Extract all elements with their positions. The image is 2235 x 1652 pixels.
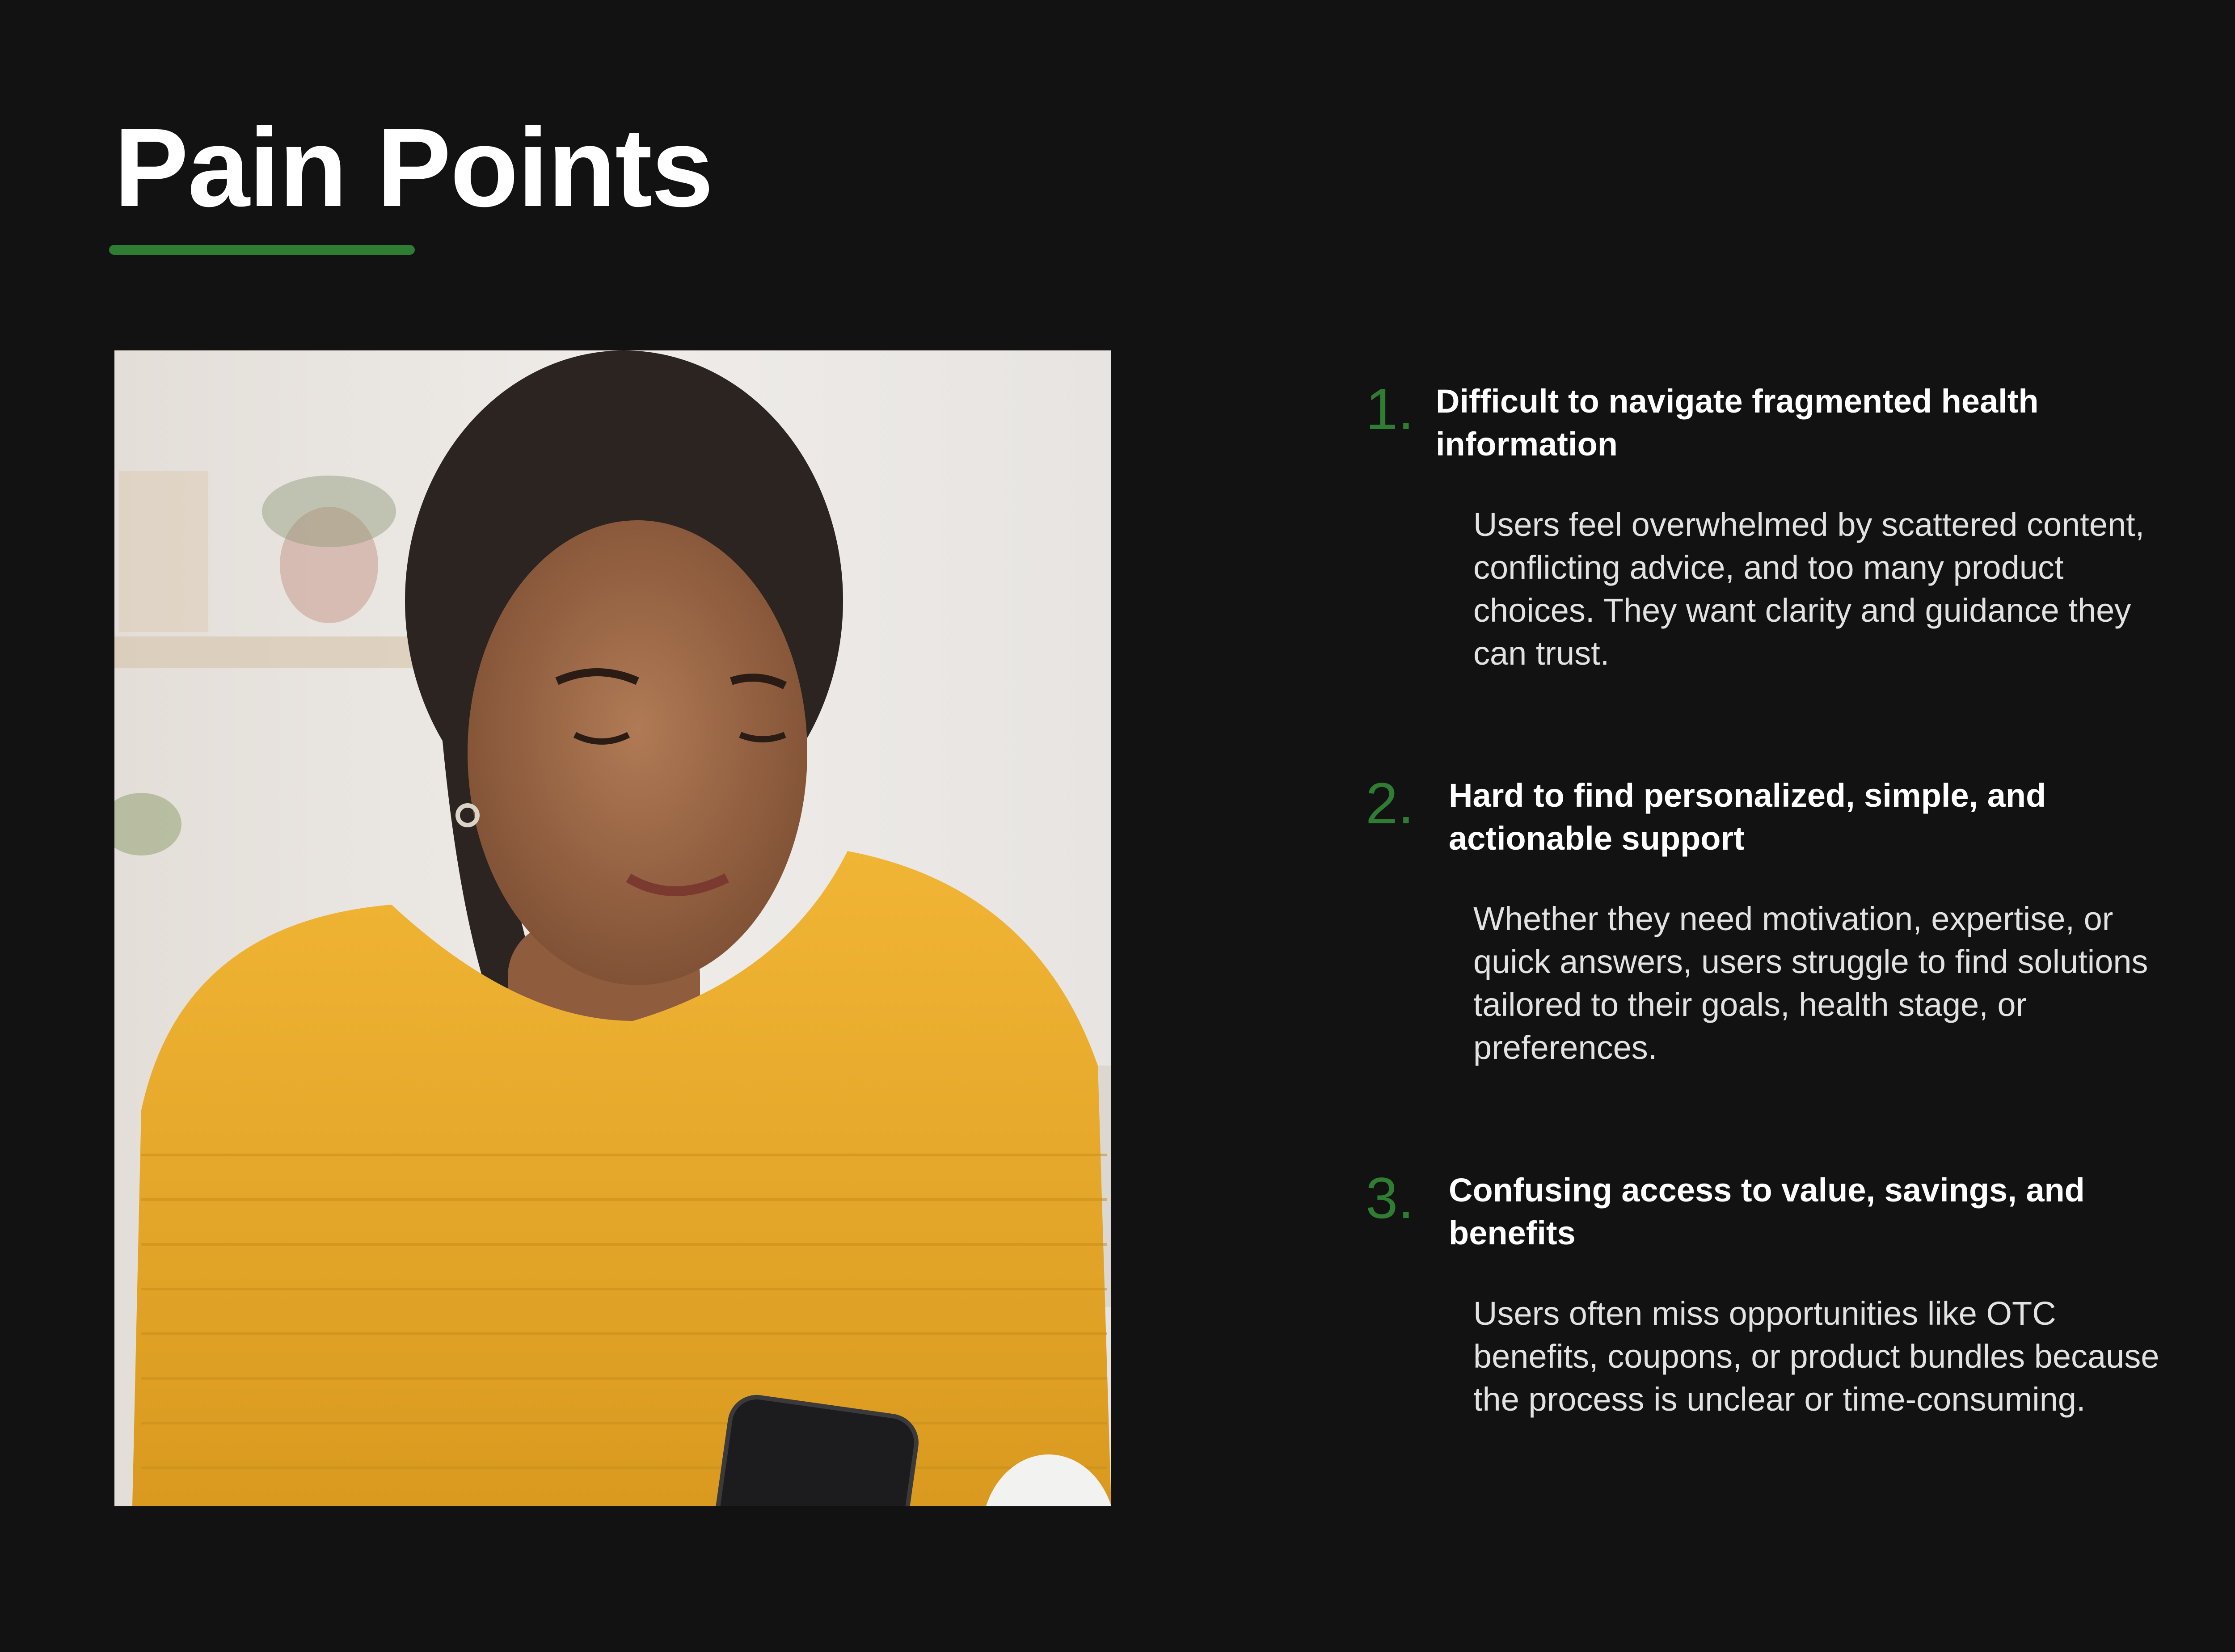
pain-point-heading: Difficult to navigate fragmented health information bbox=[1436, 383, 2039, 463]
pain-point-description: Users often miss opportunities like OTC benefits, coupons, or product bundles because the process is unclear or time-consuming. bbox=[1473, 1295, 2159, 1418]
pain-point-heading: Hard to find personalized, simple, and actionable support bbox=[1449, 777, 2046, 857]
pain-point-number: 1. bbox=[1366, 376, 1414, 442]
pain-point-number: 2. bbox=[1366, 771, 1414, 836]
page-title: Pain Points bbox=[114, 105, 713, 230]
title-underline bbox=[109, 245, 415, 255]
pain-point-description: Users feel overwhelmed by scattered content, conflicting advice, and too many product choices. They want clarity and guidance they can trust. bbox=[1473, 506, 2145, 672]
pain-point-heading: Confusing access to value, savings, and benefits bbox=[1449, 1172, 2085, 1252]
pain-point-description: Whether they need motivation, expertise, or quick answers, users struggle to find solutions tailored to their goals, health stage, or preferences. bbox=[1473, 900, 2148, 1066]
pain-point-number: 3. bbox=[1366, 1165, 1414, 1231]
hero-photo bbox=[114, 350, 1111, 1506]
